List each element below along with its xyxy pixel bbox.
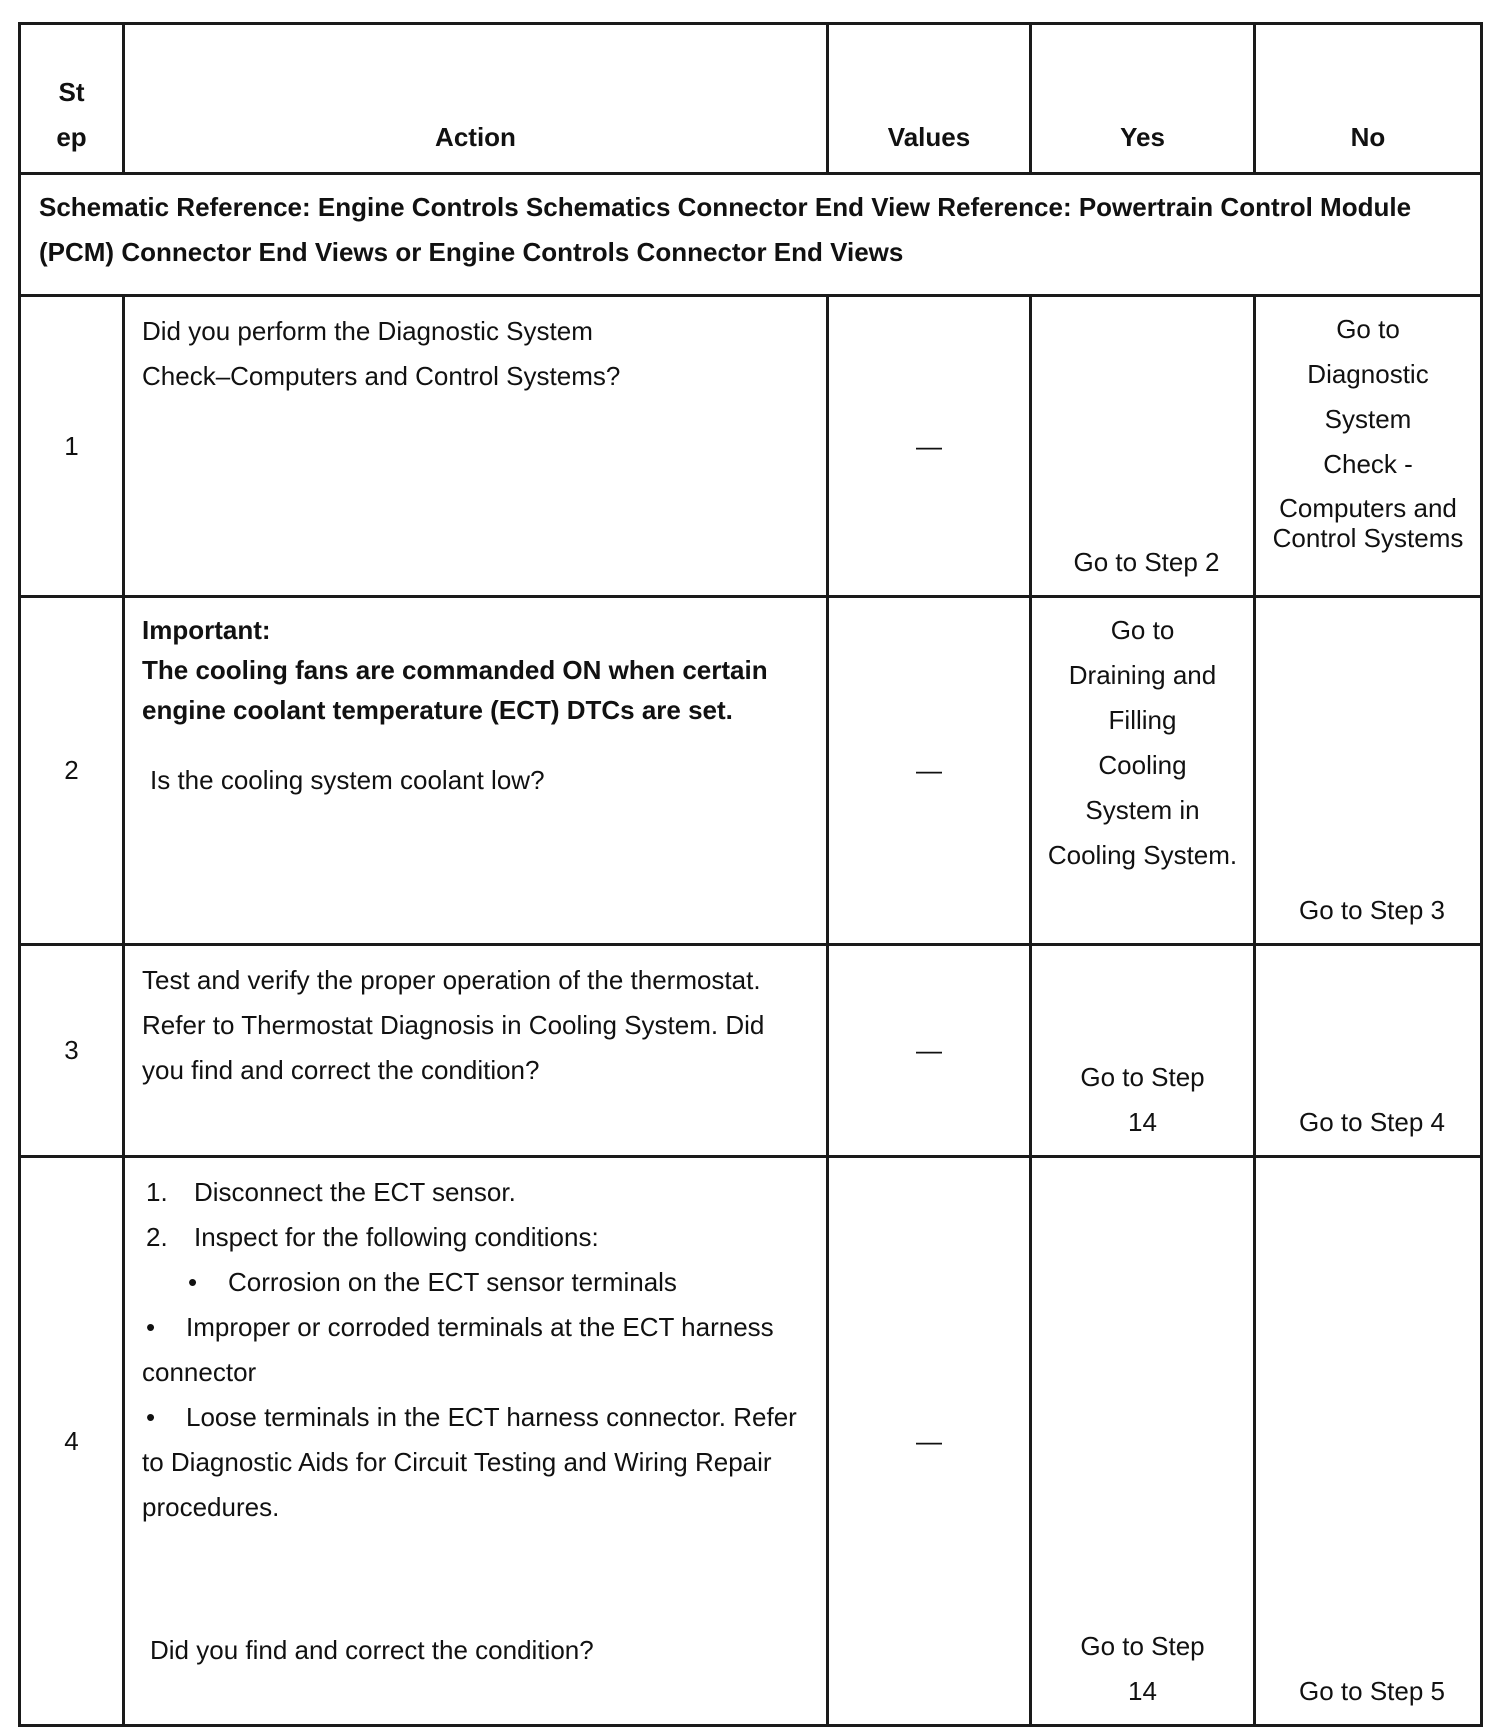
no-cell	[1255, 1157, 1482, 1726]
values-cell: —	[828, 945, 1031, 1157]
important-text: The cooling fans are commanded ON when certain engine coolant temperature (ECT) DTCs are set.	[142, 655, 768, 725]
action-text: Test and verify the proper operation of the thermostat. Refer to Thermostat Diagnosis in Cooling System. Did you find and correct the condition?	[142, 965, 765, 1085]
values-cell: —	[828, 597, 1031, 945]
action-cell	[124, 1157, 828, 1726]
no-cell	[1255, 597, 1482, 945]
schematic-reference: Schematic Reference: Engine Controls Schematics Connector End View Reference: Powertrain Control Module (PCM) Connector End Views or Engine Controls Connector End Views	[20, 174, 1482, 296]
values-cell: —	[828, 1157, 1031, 1726]
no-link[interactable]: Go to Step 3	[1299, 895, 1445, 925]
yes-cell	[1031, 597, 1255, 945]
diagnostic-table	[18, 22, 1483, 1727]
list-item: 1. Disconnect the ECT sensor.	[146, 1177, 516, 1207]
yes-cell	[1031, 296, 1255, 597]
header-row	[20, 24, 1482, 174]
no-link[interactable]: Go to Step 4	[1299, 1107, 1445, 1137]
table-row	[20, 1157, 1482, 1726]
table-row	[20, 597, 1482, 945]
important-label: Important:	[142, 615, 271, 645]
step-number: 3	[20, 945, 124, 1157]
step-number: 2	[20, 597, 124, 945]
yes-cell	[1031, 1157, 1255, 1726]
action-question: Did you find and correct the condition?	[150, 1635, 594, 1665]
no-cell	[1255, 296, 1482, 597]
no-link[interactable]: Go to Step 5	[1299, 1676, 1445, 1706]
list-item: • Improper or corroded terminals at the ECT harness connector	[142, 1312, 774, 1387]
yes-link[interactable]: Go to Draining and Filling Cooling System in Cooling System.	[1047, 615, 1238, 870]
action-cell	[124, 597, 828, 945]
table-row	[20, 945, 1482, 1157]
table-row	[20, 296, 1482, 597]
header-yes: Yes	[1031, 24, 1255, 174]
yes-cell	[1031, 945, 1255, 1157]
no-link[interactable]: Go to Diagnostic System Check - Computers and Control Systems	[1272, 314, 1464, 553]
header-no: No	[1255, 24, 1482, 174]
header-values: Values	[828, 24, 1031, 174]
action-cell	[124, 296, 828, 597]
yes-link[interactable]: Go to Step 2	[1073, 547, 1220, 577]
reference-row	[20, 174, 1482, 296]
no-cell	[1255, 945, 1482, 1157]
list-item: • Loose terminals in the ECT harness connector. Refer to Diagnostic Aids for Circuit Testing and Wiring Repair procedures.	[142, 1402, 797, 1522]
action-cell	[124, 945, 828, 1157]
yes-link[interactable]: Go to Step 14	[1080, 1631, 1205, 1706]
list-item: 2. Inspect for the following conditions:	[146, 1222, 599, 1252]
header-action: Action	[124, 24, 828, 174]
action-text: Did you perform the Diagnostic System	[142, 316, 593, 346]
list-item: • Corrosion on the ECT sensor terminals	[188, 1267, 677, 1297]
values-cell: —	[828, 296, 1031, 597]
header-step: St ep	[20, 24, 124, 174]
step-number: 1	[20, 296, 124, 597]
action-question: Is the cooling system coolant low?	[150, 765, 545, 795]
step-number: 4	[20, 1157, 124, 1726]
action-text: Check–Computers and Control Systems?	[142, 361, 621, 391]
yes-link[interactable]: Go to Step 14	[1080, 1062, 1205, 1137]
